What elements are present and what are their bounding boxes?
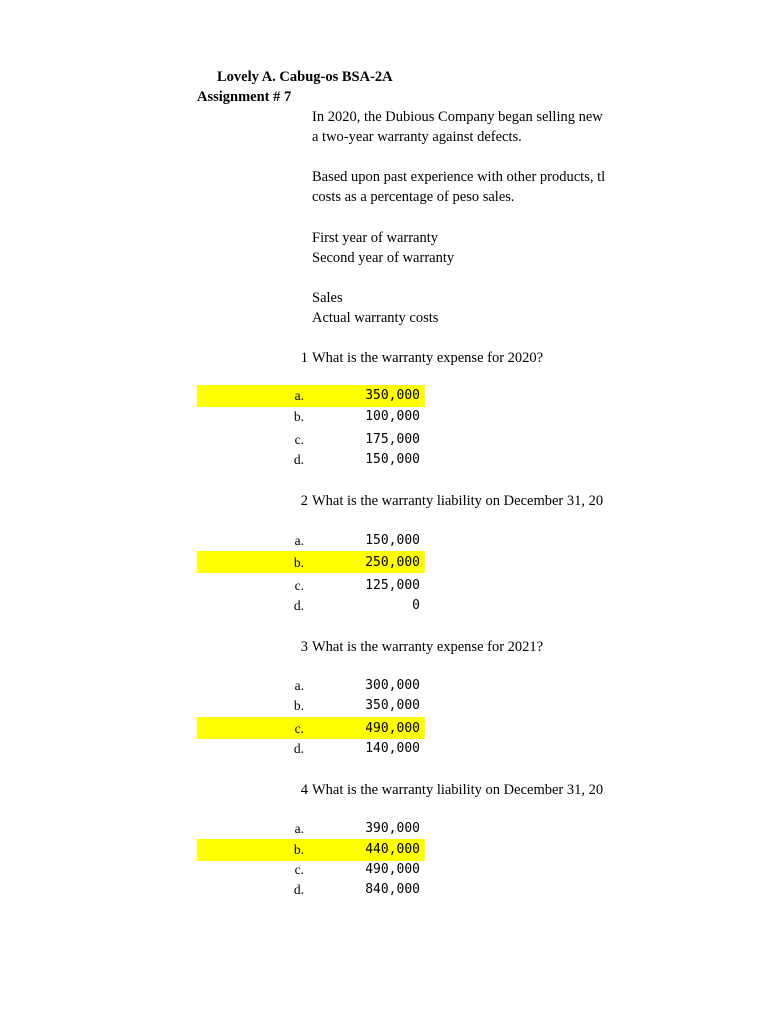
option-amount: 100,000	[365, 409, 420, 424]
option-letter: b.	[293, 555, 304, 570]
option-letter: b.	[293, 409, 304, 424]
student-name: Lovely A. Cabug-os BSA-2A	[217, 69, 393, 85]
option-amount: 250,000	[365, 555, 420, 570]
option-amount: 150,000	[365, 452, 420, 467]
actual-costs-label: Actual warranty costs	[312, 310, 439, 326]
option-letter: c.	[294, 721, 304, 736]
option-letter: c.	[294, 432, 304, 447]
question-text: What is the warranty expense for 2020?	[312, 350, 544, 366]
problem-line-2: a two-year warranty against defects.	[312, 129, 522, 145]
option-amount: 490,000	[365, 721, 420, 736]
option-amount: 350,000	[365, 388, 420, 403]
problem-line-3: Based upon past experience with other products, tl	[312, 169, 606, 185]
option-letter: d.	[293, 598, 304, 613]
sales-label: Sales	[312, 290, 343, 306]
option-amount: 140,000	[365, 741, 420, 756]
question-text: What is the warranty liability on December 31, 20	[312, 493, 604, 509]
option-letter: c.	[294, 578, 304, 593]
question-number: 1	[300, 350, 308, 366]
option-amount: 840,000	[365, 882, 420, 897]
option-amount: 0	[412, 598, 420, 613]
option-letter: b.	[293, 842, 304, 857]
option-letter: d.	[293, 882, 304, 897]
option-amount: 175,000	[365, 432, 420, 447]
problem-line-4: costs as a percentage of peso sales.	[312, 189, 515, 205]
question-number: 3	[300, 639, 308, 655]
question-number: 4	[300, 782, 308, 798]
question-text: What is the warranty expense for 2021?	[312, 639, 544, 655]
option-letter: b.	[293, 698, 304, 713]
option-amount: 125,000	[365, 578, 420, 593]
option-letter: c.	[294, 862, 304, 877]
option-amount: 440,000	[365, 842, 420, 857]
option-letter: d.	[293, 741, 304, 756]
question-number: 2	[300, 493, 308, 509]
option-amount: 300,000	[365, 678, 420, 693]
option-amount: 490,000	[365, 862, 420, 877]
option-letter: a.	[294, 533, 304, 548]
option-amount: 150,000	[365, 533, 420, 548]
rate-year-1-label: First year of warranty	[312, 230, 439, 246]
option-letter: a.	[294, 678, 304, 693]
question-text: What is the warranty liability on December 31, 20	[312, 782, 604, 798]
option-letter: a.	[294, 821, 304, 836]
option-letter: d.	[293, 452, 304, 467]
problem-line-1: In 2020, the Dubious Company began selling new	[312, 109, 603, 125]
option-letter: a.	[294, 388, 304, 403]
rate-year-2-label: Second year of warranty	[312, 250, 455, 266]
option-amount: 350,000	[365, 698, 420, 713]
option-amount: 390,000	[365, 821, 420, 836]
assignment-title: Assignment # 7	[197, 89, 292, 105]
